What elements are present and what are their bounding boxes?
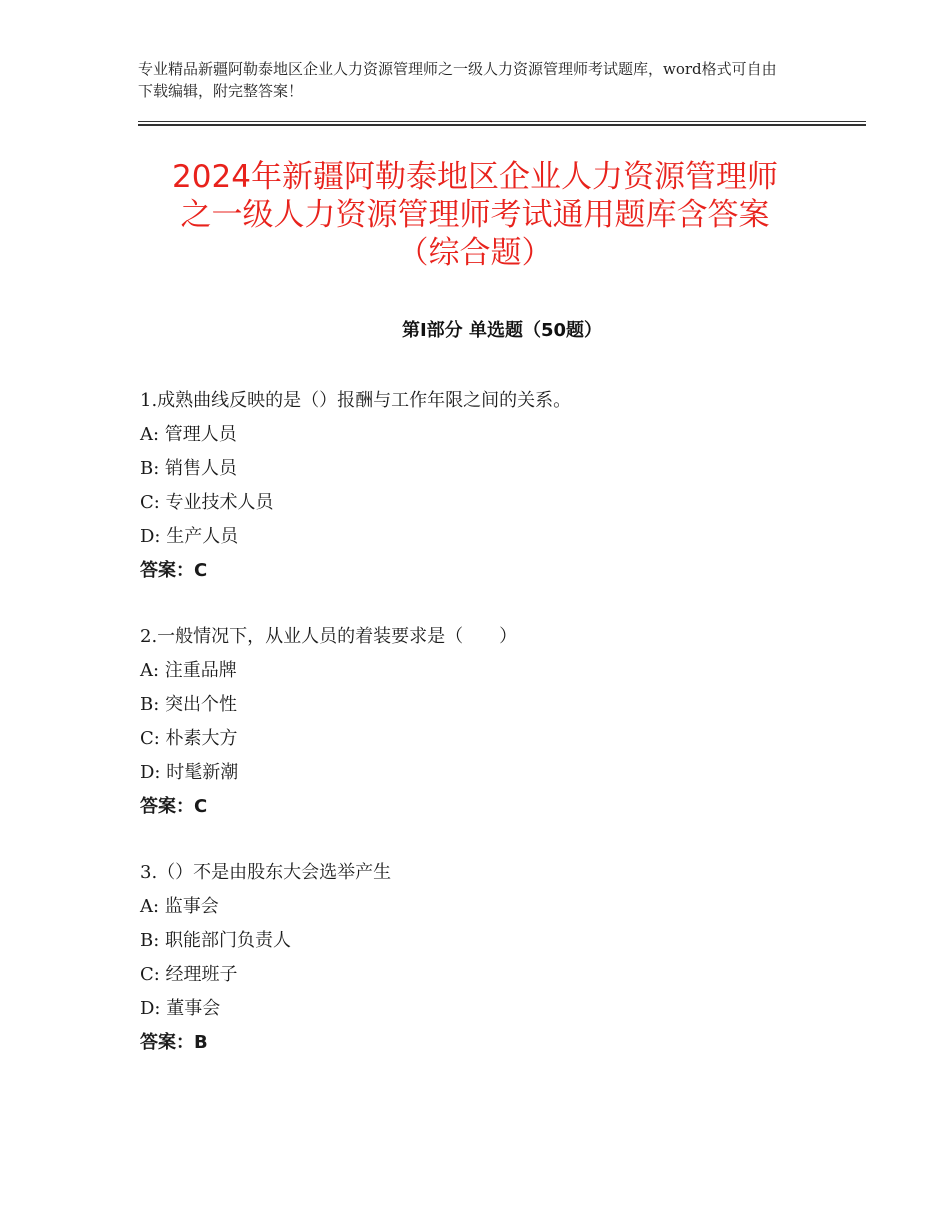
title-line-3: （综合题） xyxy=(397,235,553,271)
document-title xyxy=(120,158,830,272)
option-c: C: 经理班子 xyxy=(140,964,238,985)
option-b: B: 突出个性 xyxy=(140,694,238,715)
option-b: B: 销售人员 xyxy=(140,458,238,479)
option-d: D: 时髦新潮 xyxy=(140,762,239,783)
option-d: D: 董事会 xyxy=(140,998,221,1019)
answer-label: 答案：C xyxy=(140,560,208,581)
option-a: A: 管理人员 xyxy=(140,424,237,445)
title-line-1: 2024年新疆阿勒泰地区企业人力资源管理师 xyxy=(172,159,778,195)
question-list xyxy=(140,384,866,1092)
option-b: B: 职能部门负责人 xyxy=(140,930,292,951)
answer-label: 答案：B xyxy=(140,1032,208,1053)
title-line-2: 之一级人力资源管理师考试通用题库含答案 xyxy=(180,197,770,233)
question-1 xyxy=(140,384,866,588)
question-2 xyxy=(140,620,866,824)
question-stem: 3.（）不是由股东大会选举产生 xyxy=(140,862,392,883)
section-title: 第Ⅰ部分 单选题（50题） xyxy=(401,320,602,341)
question-stem: 1.成熟曲线反映的是（）报酬与工作年限之间的关系。 xyxy=(140,390,572,411)
header-note: 专业精品新疆阿勒泰地区企业人力资源管理师之一级人力资源管理师考试题库，word格式可自由下载编辑，附完整答案！ xyxy=(138,60,777,100)
question-3 xyxy=(140,856,866,1060)
question-stem: 2.一般情况下，从业人员的着装要求是（ ） xyxy=(140,626,518,647)
answer-label: 答案：C xyxy=(140,796,208,817)
option-a: A: 监事会 xyxy=(140,896,219,917)
option-c: C: 专业技术人员 xyxy=(140,492,274,513)
header-divider xyxy=(138,121,866,126)
option-a: A: 注重品牌 xyxy=(140,660,237,681)
option-c: C: 朴素大方 xyxy=(140,728,238,749)
option-d: D: 生产人员 xyxy=(140,526,239,547)
